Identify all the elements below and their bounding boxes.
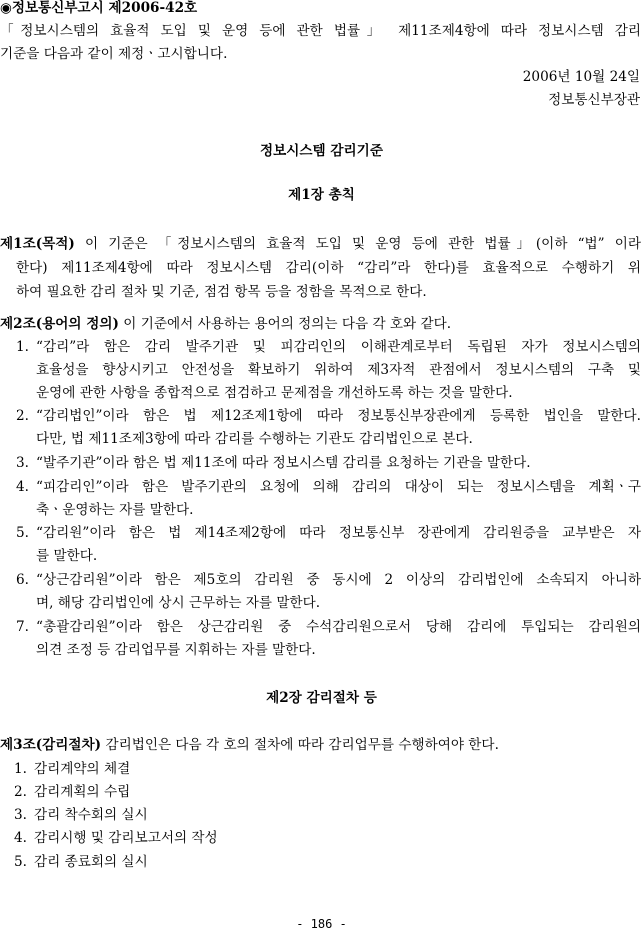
definition-item-5-line1: 5. “감리원”이라 함은 법 제14조제2항에 따라 정보통신부 장관에게 감리원증을 교부받은 자 [16,525,641,541]
article-1-text1: 이 기준은 「정보시스템의 효율적 도입 및 운영 등에 관한 법률」(이하 “법” 이라 [74,236,641,252]
notice-issuer: 정보통신부장관 [548,92,640,108]
article-3-line1 [0,734,499,757]
definition-item-4-line1: 4. “피감리인”이라 함은 발주기관의 요청에 의해 감리의 대상이 되는 정보시스템을 계획ㆍ구 [16,479,641,495]
notice-heading: ◉정보통신부고시 제2006-42호 [0,0,198,16]
definition-item-7-line2: 의견 조정 등 감리업무를 지휘하는 자를 말한다. [36,642,316,658]
article-2-line1 [0,313,451,336]
definition-item-1-line2: 효율성을 향상시키고 안전성을 확보하기 위하여 제3자적 관점에서 정보시스템의 구축 및 [36,362,641,378]
definition-item-2-line1: 2. “감리법인”이라 함은 법 제12조제1항에 따라 정보통신부장관에게 등록한 법인을 말한다. [16,408,641,424]
procedure-item-5: 5. 감리 종료회의 실시 [14,854,148,870]
procedure-item-1: 1. 감리계약의 체결 [14,761,131,777]
page-number: - 186 - [296,917,347,931]
definition-item-7-line1: 7. “총괄감리원”이라 함은 상근감리원 중 수석감리원으로서 당해 감리에 투입되는 감리원의 [16,619,641,635]
article-1-head: 제1조(목적) [0,236,75,252]
article-1-line2: 한다) 제11조제4항에 따라 정보시스템 감리(이하 “감리”라 한다)를 효율적으로 수행하기 위 [16,260,641,276]
article-1-line3: 하여 필요한 감리 절차 및 기준, 점검 항목 등을 정함을 목적으로 한다. [16,284,427,300]
document-title: 정보시스템 감리기준 [260,143,383,159]
definition-item-1-line3: 운영에 관한 사항을 종합적으로 점검하고 문제점을 개선하도록 하는 것을 말한다. [36,385,513,401]
definition-item-1-line1: 1. “감리”라 함은 감리 발주기관 및 피감리인의 이해관계로부터 독립된 자가 정보시스템의 [16,339,641,355]
definition-item-4-line2: 축ㆍ운영하는 자를 말한다. [36,502,194,518]
article-2-text1: 이 기준에서 사용하는 용어의 정의는 다음 각 호와 같다. [118,316,452,332]
article-2-head: 제2조(용어의 정의) [0,316,119,332]
notice-intro-line1: 「정보시스템의 효율적 도입 및 운영 등에 관한 법률」 제11조제4항에 따라 정보시스템 감리 [0,23,641,39]
definition-item-6-line2: 며, 해당 감리법인에 상시 근무하는 자를 말한다. [36,595,321,611]
procedure-item-3: 3. 감리 착수회의 실시 [14,807,148,823]
chapter-2-title: 제2장 감리절차 등 [266,690,377,706]
procedure-item-4: 4. 감리시행 및 감리보고서의 작성 [14,830,218,846]
chapter-1-title: 제1장 총칙 [288,187,355,203]
definition-item-6-line1: 6. “상근감리원”이라 함은 제5호의 감리원 중 동시에 2 이상의 감리법인에 소속되지 아니하 [16,572,641,588]
notice-date: 2006년 10월 24일 [522,69,640,85]
definition-item-2-line2: 다만, 법 제11조제3항에 따라 감리를 수행하는 기관도 감리법인으로 본다. [36,431,473,447]
procedure-item-2: 2. 감리계획의 수립 [14,784,131,800]
article-3-text1: 감리법인은 다음 각 호의 절차에 따라 감리업무를 수행하여야 한다. [101,737,499,753]
notice-intro-line2: 기준을 다음과 같이 제정ㆍ고시합니다. [0,46,228,62]
definition-item-3-line1: 3. “발주기관”이라 함은 법 제11조에 따라 정보시스템 감리를 요청하는 기관을 말한다. [16,455,531,471]
article-3-head: 제3조(감리절차) [0,737,102,753]
article-1-line1 [0,233,641,256]
definition-item-5-line2: 를 말한다. [36,548,98,564]
